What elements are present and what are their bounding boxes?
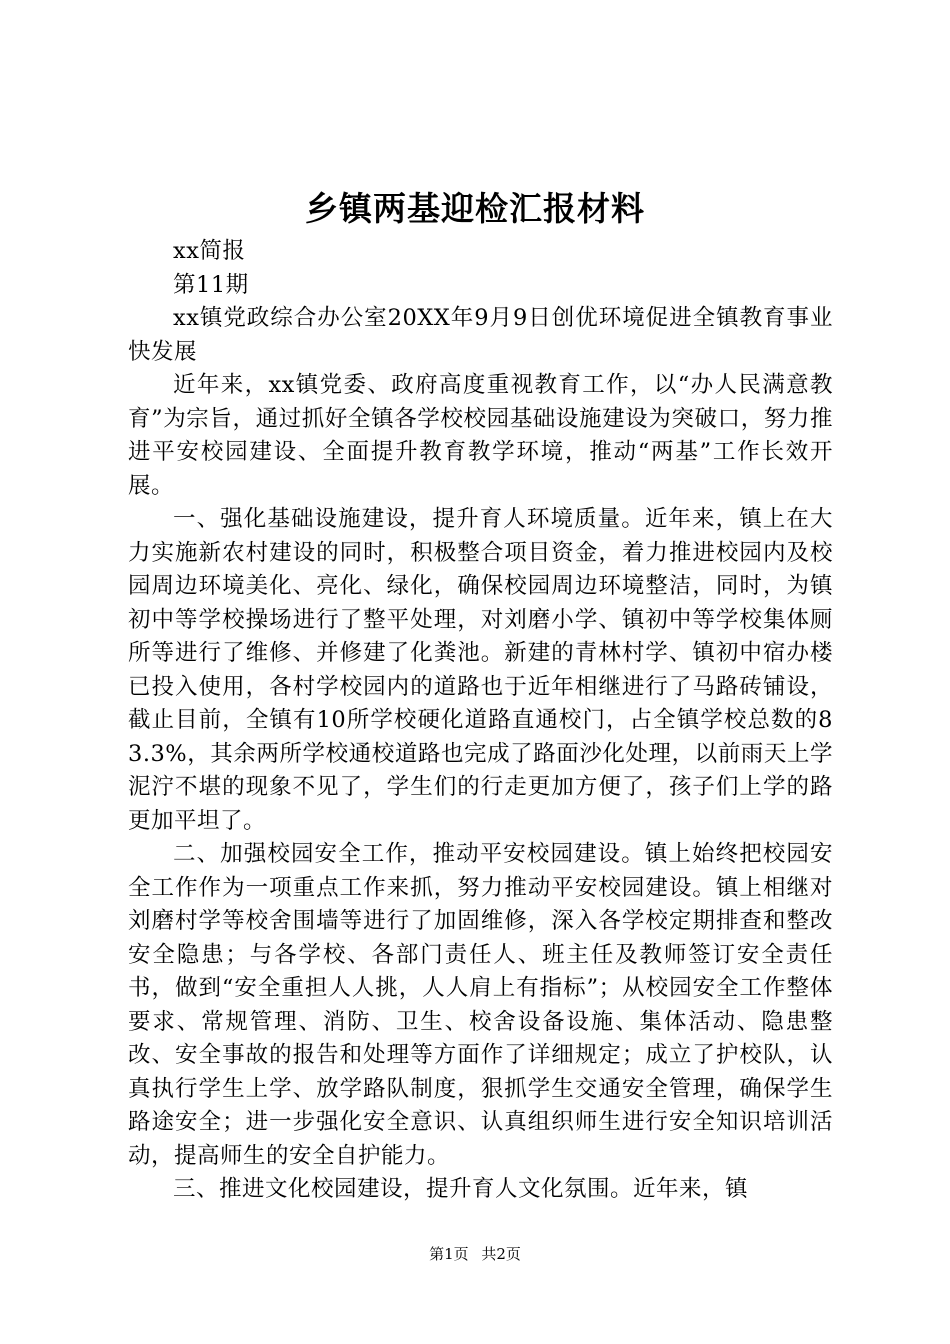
bulletin-headline: xx镇党政综合办公室20XX年9月9日创优环境促进全镇教育事业快发展 [128, 305, 833, 365]
page-footer [0, 1244, 950, 1264]
page-total: 共2页 [481, 1245, 521, 1263]
intro-paragraph: 近年来，xx镇党委、政府高度重视教育工作，以“办人民满意教育”为宗旨，通过抓好全镇各学校校园基础设施建设为突破口，努力推进平安校园建设、全面提升教育教学环境，推动“两基”工作长效开展。 [128, 372, 833, 499]
document-body [128, 235, 833, 1207]
section-1-paragraph: 一、强化基础设施建设，提升育人环境质量。近年来，镇上在大力实施新农村建设的同时，积极整合项目资金，着力推进校园内及校园周边环境美化、亮化、绿化，确保校园周边环境整洁，同时，为镇初中等学校操场进行了整平处理，对刘磨小学、镇初中等学校集体厕所等进行了维修、并修建了化粪池。新建的青林村学、镇初中宿办楼已投入使用，各村学校园内的道路也于近年相继进行了马路砖铺设，截止目前，全镇有10所学校硬化道路直通校门，占全镇学校总数的83.3%，其余两所学校通校道路也完成了路面沙化处理，以前雨天上学泥泞不堪的现象不见了，学生们的行走更加方便了，孩子们上学的路更加平坦了。 [128, 506, 833, 834]
bulletin-name: xx简报 [173, 238, 246, 264]
section-2-paragraph: 二、加强校园安全工作，推动平安校园建设。镇上始终把校园安全工作作为一项重点工作来抓，努力推动平安校园建设。镇上相继对刘磨村学等校舍围墙等进行了加固维修，深入各学校定期排查和整改安全隐患；与各学校、各部门责任人、班主任及教师签订安全责任书，做到“安全重担人人挑，人人肩上有指标”；从校园安全工作整体要求、常规管理、消防、卫生、校舍设备设施、集体活动、隐患整改、安全事故的报告和处理等方面作了详细规定；成立了护校队，认真执行学生上学、放学路队制度，狠抓学生交通安全管理，确保学生路途安全；进一步强化安全意识、认真组织师生进行安全知识培训活动，提高师生的安全自护能力。 [128, 841, 833, 1169]
document-title: 乡镇两基迎检汇报材料 [305, 189, 645, 228]
section-3-paragraph: 三、推进文化校园建设，提升育人文化氛围。近年来，镇 [173, 1176, 749, 1202]
issue-number: 第11期 [173, 271, 249, 298]
page-number: 第1页 [429, 1245, 469, 1263]
